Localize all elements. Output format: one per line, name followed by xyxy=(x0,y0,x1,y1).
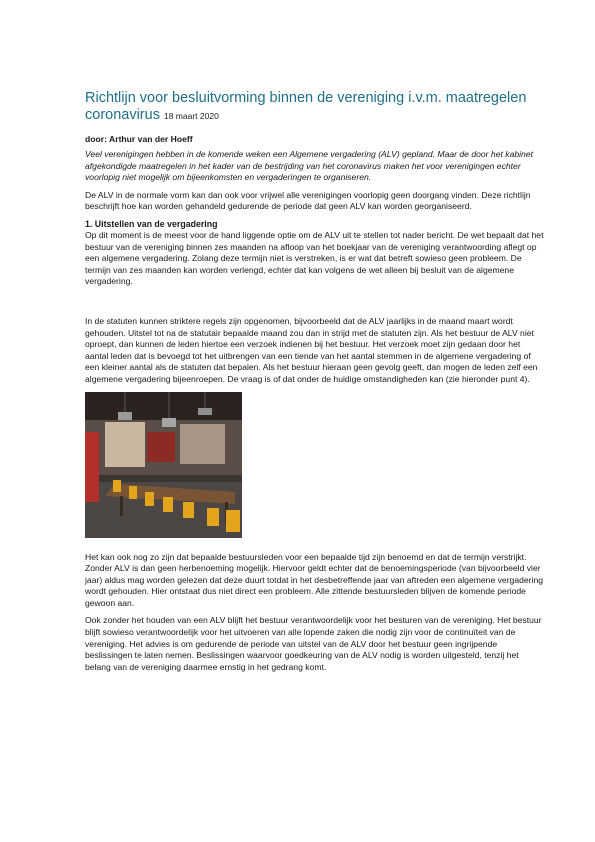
intro-paragraph: Veel verenigingen hebben in de komende weken een Algemene vergadering (ALV) gepland. Maar de door het kabinet afgekondigde maatregelen in het kader van de bestrijding van het coronavirus maken het voor verenigingen echter voorlopig niet mogelijk om bijeenkomsten en vergaderingen te organiseren. xyxy=(85,149,533,183)
paragraph-after-photo-1: Het kan ook nog zo zijn dat bepaalde bestuursleden voor een bepaalde tijd zijn benoemd en dat de termijn verstrijkt. Zonder ALV is dan geen herbenoeming mogelijk. Hiervoor geldt echter dat de benoemingsperiode (van bijvoorbeeld vier jaar) aldus mag worden gelezen dat deze duurt totdat in het desbetreffende jaar van aftreden een algemene vergadering wordt gehouden. Hier ontstaat dus niet direct een probleem. Alle zittende bestuursleden blijven de komende periode gewoon aan. xyxy=(85,551,544,608)
publication-date: 18 maart 2020 xyxy=(163,111,219,121)
document-page xyxy=(85,90,545,679)
section-1-paragraph-2: In de statuten kunnen striktere regels zijn opgenomen, bijvoorbeeld dat de ALV jaarlijks in de maand maart wordt gehouden. Uitstel tot na de statutair bepaalde maand zou dan in strijd met de statuten zijn. Als het bestuur de ALV niet oproept, dan kunnen de leden hiertoe een verzoek indienen bij het bestuur. Het verzoek moet zijn gedaan door het aantal leden dat is bevoegd tot het uitbrengen van een tiende van het aantal stemmen in de algemene vergadering of een kleiner aantal als de statuten dat bepalen. Als het bestuur hieraan geen gevolg geeft, dan mogen de leden zelf een algemene vergadering bijeenroepen. De vraag is of dat onder de huidige omstandigheden kan (zie hieronder punt 4). xyxy=(85,315,538,384)
restaurant-interior-photo xyxy=(85,392,242,538)
paragraph-1: De ALV in de normale vorm kan dan ook voor vrijwel alle verenigingen voorlopig geen doorgang vinden. Deze richtlijn beschrijft hoe kan worden gehandeld gedurende de periode dat geen ALV kan worden georganiseerd. xyxy=(85,189,531,212)
title-text: Richtlijn voor besluitvorming binnen de vereniging i.v.m. maatregelen coronavirus xyxy=(85,90,527,123)
section-1-paragraph-1: Op dit moment is de meest voor de hand liggende optie om de ALV uit te stellen tot nader bericht. De wet bepaalt dat het bestuur van de vereniging binnen zes maanden na afloop van het boekjaar van de vereniging verantwoording aflegt op een algemene vergadering. Zolang deze termijn niet is verstreken, is er wat dat betreft sowieso geen probleem. De termijn van zes maanden kan worden verlengd, echter dat kan volgens de wet alleen bij besluit van de algemene vergadering. xyxy=(85,229,544,287)
document-title xyxy=(85,90,545,125)
author-line: door: Arthur van der Hoeff xyxy=(85,134,193,144)
section-1-heading: 1. Uitstellen van de vergadering xyxy=(85,218,218,229)
spacer xyxy=(85,294,545,316)
paragraph-after-photo-2: Ook zonder het houden van een ALV blijft het bestuur verantwoordelijk voor het besturen van de vereniging. Het bestuur blijft sowieso verantwoordelijk voor het uitvoeren van alle lopende zaken die nodig zijn voor de continuïteit van de vereniging. Het advies is om gedurende de periode van uitstel van de ALV door het bestuur geen ingrijpende beslissingen te laten nemen. Beslissingen waarvoor goedkeuring van de ALV nodig is worden uitgesteld, tenzij het belang van de vereniging daarmee ernstig in het gedrang komt. xyxy=(85,615,542,672)
